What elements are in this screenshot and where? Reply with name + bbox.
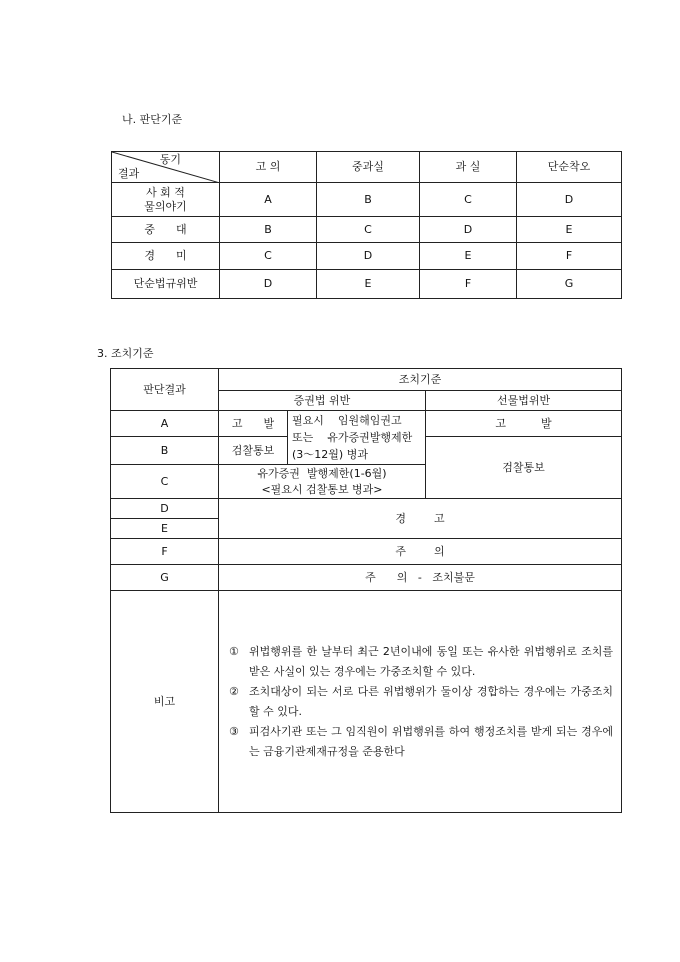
note-mark: ③ <box>229 724 239 738</box>
remarks-label: 비고 <box>111 591 219 813</box>
grade-g: G <box>111 565 219 591</box>
table-row <box>112 183 622 217</box>
grade-cell: C <box>220 243 317 270</box>
grade-cell: C <box>317 217 420 243</box>
ab-extra: 필요시 임원해임권고 또는 유가증권발행제한 (3～12월) 병과 <box>288 411 426 465</box>
table-row <box>111 565 622 591</box>
measures-heading: 3. 조치기준 <box>97 347 154 360</box>
row-label: 단순법규위반 <box>112 270 220 299</box>
remarks-notes <box>219 591 622 813</box>
remarks-row <box>111 591 622 813</box>
note-text: 위법행위를 한 날부터 최근 2년이내에 동일 또는 유사한 위법행위로 조치를 받은 사실이 있는 경우에는 가중조치할 수 있다. <box>249 644 614 678</box>
table-row <box>112 217 622 243</box>
grade-cell: E <box>517 217 622 243</box>
grade-cell: E <box>317 270 420 299</box>
table-row <box>111 539 622 565</box>
grade-c: C <box>111 465 219 499</box>
row-label: 사 회 적 물의야기 <box>112 183 220 217</box>
de-action: 경 고 <box>219 499 622 539</box>
grade-cell: G <box>517 270 622 299</box>
measures-table <box>110 368 622 813</box>
corner-result: 결과 <box>118 167 140 180</box>
table-row <box>112 270 622 299</box>
table-row <box>112 243 622 270</box>
note-item <box>229 642 613 682</box>
note-text: 조치대상이 되는 서로 다른 위법행위가 둘이상 경합하는 경우에는 가중조치할 수 있다. <box>249 684 614 718</box>
grade-cell: F <box>517 243 622 270</box>
grade-e: E <box>111 519 219 539</box>
grade-a: A <box>111 411 219 437</box>
f-action: 주 의 <box>219 539 622 565</box>
grade-cell: E <box>420 243 517 270</box>
grade-cell: D <box>420 217 517 243</box>
head-futures: 선물법위반 <box>426 391 622 411</box>
grade-cell: B <box>220 217 317 243</box>
g-action: 주 의 - 조치불문 <box>219 565 622 591</box>
grade-d: D <box>111 499 219 519</box>
row-label: 경 미 <box>112 243 220 270</box>
a-futures: 고 발 <box>426 411 622 437</box>
table-row <box>111 411 622 437</box>
b-action: 검찰통보 <box>219 437 288 465</box>
criteria-table <box>111 151 622 299</box>
col-header: 고 의 <box>220 152 317 183</box>
grade-b: B <box>111 437 219 465</box>
corner-cell <box>112 152 220 183</box>
c-action: 유가증권 발행제한(1-6월) <필요시 검찰통보 병과> <box>219 465 426 499</box>
grade-cell: D <box>317 243 420 270</box>
grade-cell: F <box>420 270 517 299</box>
grade-cell: C <box>420 183 517 217</box>
note-text: 피검사기관 또는 그 임직원이 위법행위를 하여 행정조치를 받게 되는 경우에는 금융기관제재규정을 준용한다 <box>249 724 614 758</box>
note-item <box>229 682 613 722</box>
head-securities: 증권법 위반 <box>219 391 426 411</box>
note-mark: ② <box>229 684 239 698</box>
grade-cell: A <box>220 183 317 217</box>
head-measure: 조치기준 <box>219 369 622 391</box>
head-result: 판단결과 <box>111 369 219 411</box>
corner-motive: 동기 <box>159 153 181 166</box>
row-label: 중 대 <box>112 217 220 243</box>
grade-cell: B <box>317 183 420 217</box>
table-row <box>111 499 622 519</box>
col-header: 중과실 <box>317 152 420 183</box>
note-item <box>229 722 613 762</box>
grade-cell: D <box>220 270 317 299</box>
grade-cell: D <box>517 183 622 217</box>
note-mark: ① <box>229 644 239 658</box>
col-header: 과 실 <box>420 152 517 183</box>
col-header: 단순착오 <box>517 152 622 183</box>
bc-futures: 검찰통보 <box>426 437 622 499</box>
a-action: 고 발 <box>219 411 288 437</box>
criteria-heading: 나. 판단기준 <box>122 113 183 126</box>
grade-f: F <box>111 539 219 565</box>
